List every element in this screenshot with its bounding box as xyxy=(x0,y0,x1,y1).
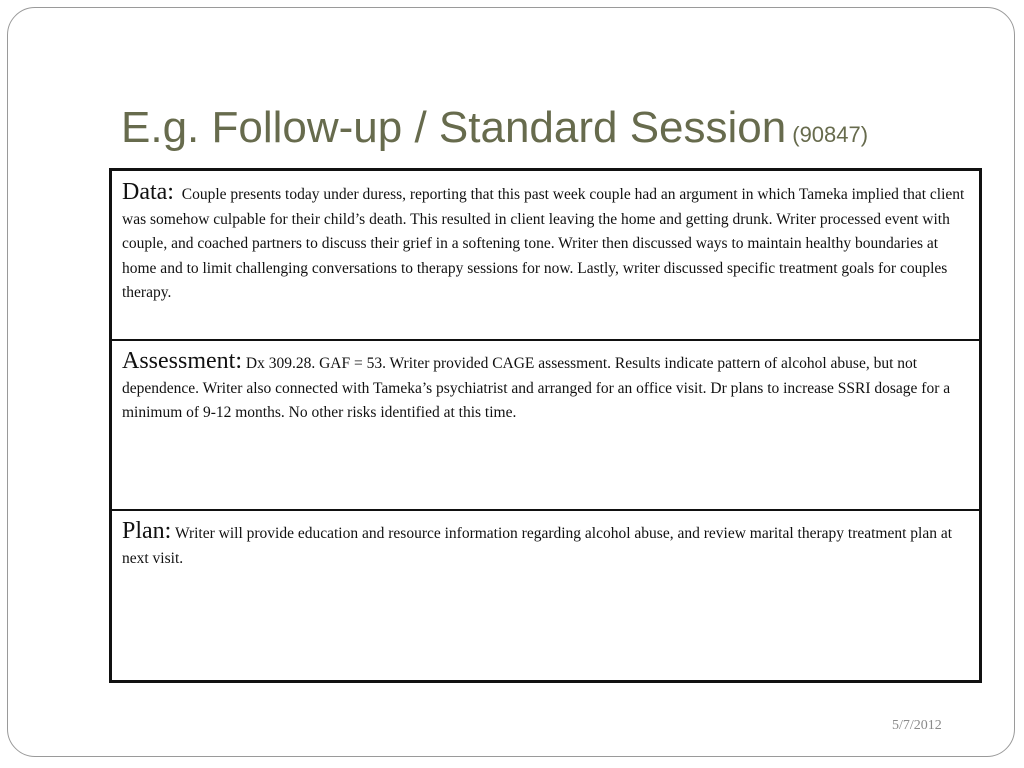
data-label: Data: xyxy=(122,179,174,205)
plan-section xyxy=(112,511,979,680)
data-text: Couple presents today under duress, reporting that this past week couple had an argument in which Tameka implied that client was somehow culpable for their child’s death. This resulted in client leaving the home and getting drunk. Writer processed event with couple, and coached partners to discuss their grief in a softening tone. Writer then discussed ways to maintain healthy boundaries at home and to limit challenging conversations to therapy sessions for now. Lastly, writer discussed specific treatment goals for couples therapy. xyxy=(122,186,965,301)
plan-label: Plan: xyxy=(122,518,172,544)
title-code: (90847) xyxy=(792,122,869,147)
assessment-paragraph xyxy=(122,349,969,426)
slide-title xyxy=(121,100,868,163)
slide-date: 5/7/2012 xyxy=(892,718,942,733)
data-paragraph xyxy=(122,180,969,306)
assessment-label: Assessment: xyxy=(122,348,242,374)
data-section xyxy=(112,171,979,341)
progress-note-table xyxy=(109,168,982,683)
assessment-text: Dx 309.28. GAF = 53. Writer provided CAGE assessment. Results indicate pattern of alcohol abuse, but not dependence. Writer also connected with Tameka’s psychiatrist and arranged for an office visit. Dr plans to increase SSRI dosage for a minimum of 9-12 months. No other risks identified at this time. xyxy=(122,355,951,421)
slide-frame xyxy=(7,7,1015,757)
title-text: E.g. Follow-up / Standard Session xyxy=(121,103,787,152)
plan-text: Writer will provide education and resource information regarding alcohol abuse, and review marital therapy treatment plan at next visit. xyxy=(122,525,953,567)
assessment-section xyxy=(112,341,979,511)
plan-paragraph xyxy=(122,519,969,571)
